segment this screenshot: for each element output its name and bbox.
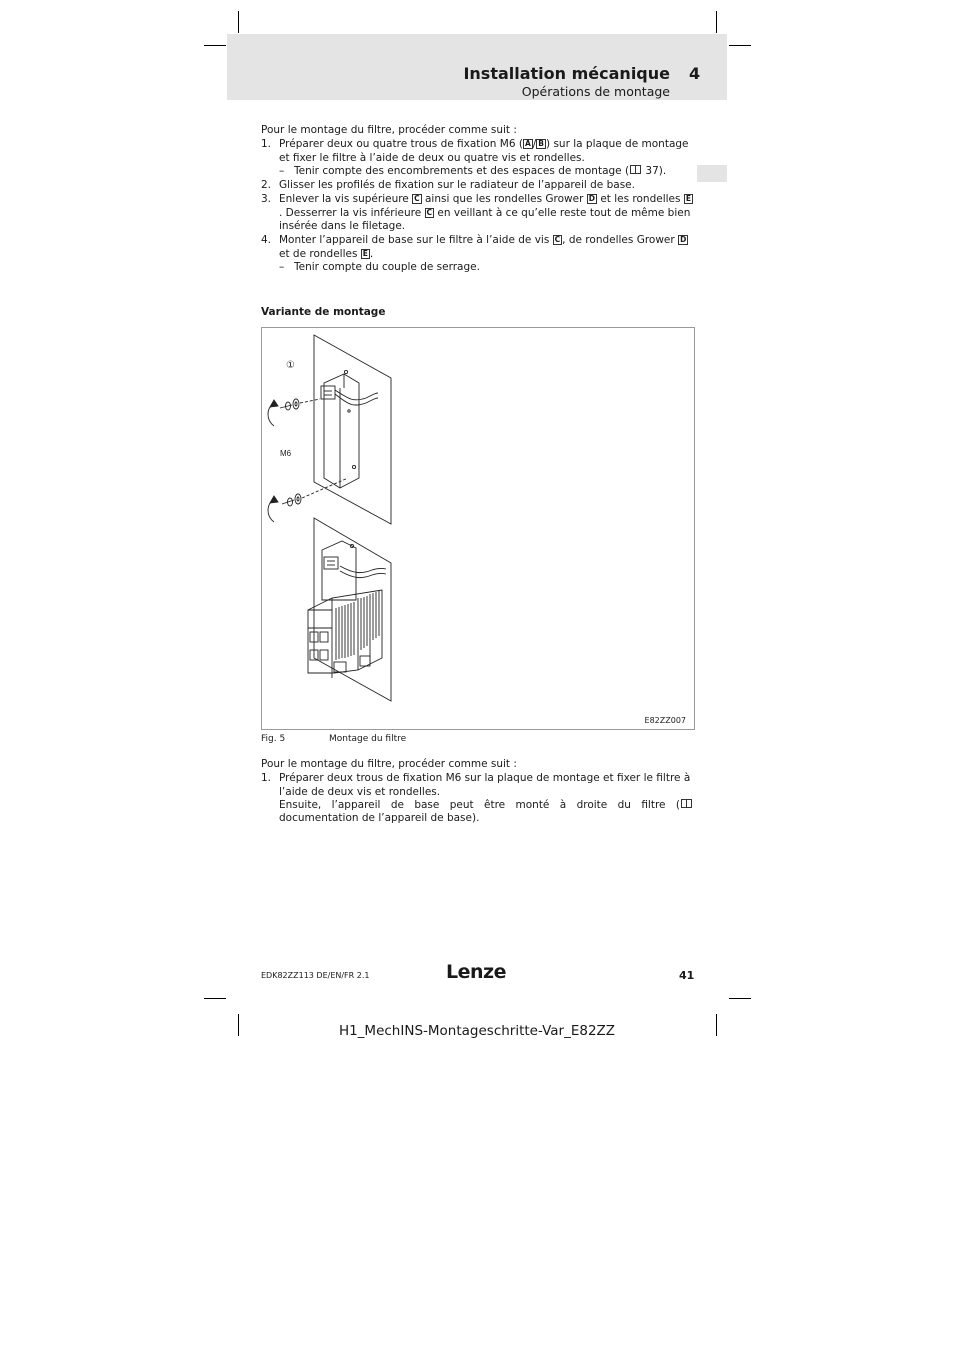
label-m6: M6	[280, 449, 292, 458]
label-e-box: E	[685, 194, 691, 204]
book-icon	[681, 799, 692, 808]
section-title: Opérations de montage	[521, 84, 670, 99]
page-number: 41	[679, 969, 695, 982]
filter-terminal	[324, 557, 338, 569]
step-2: 2. Glisser les profilés de fixation sur le radiateur de l’appareil de base.	[261, 179, 635, 192]
step-3: 3. Enlever la vis supérieure C ainsi que les rondelles Grower D et les rondelles E. Desserrer la vis inférieure C en veillant à ce qu’elle reste tout de même bien insérée dans le filetage.	[261, 193, 691, 233]
crop-mark	[729, 998, 751, 999]
lenze-logo: Lenze	[446, 961, 506, 983]
chapter-side-tab	[697, 165, 727, 182]
document-slug: H1_MechINS-Montageschritte-Var_E82ZZ	[338, 1023, 616, 1039]
variant-heading: Variante de montage	[261, 306, 386, 318]
chapter-title: Installation mécanique	[463, 64, 670, 83]
label-c-box: C	[426, 207, 433, 217]
filter-body-lower	[322, 541, 356, 600]
filter-terminal	[321, 386, 335, 399]
crop-mark	[204, 998, 226, 999]
figure-caption-text: Montage du filtre	[329, 734, 407, 744]
callout-1: ①	[286, 360, 295, 371]
label-d-box: D	[680, 235, 687, 245]
variant-step-1: 1. Préparer deux trous de fixation M6 sur la plaque de montage et fixer le filtre à l’aide de deux vis et rondelles.	[261, 772, 691, 798]
mounting-plate-lower	[314, 518, 391, 701]
crop-mark	[238, 11, 239, 33]
crop-mark	[729, 45, 751, 46]
label-a-box: A	[524, 139, 531, 149]
variant-instructions	[261, 758, 693, 825]
mounting-plate-upper	[314, 335, 391, 524]
crop-mark	[204, 45, 226, 46]
step-4: 4. Monter l’appareil de base sur le filtre à l’aide de vis C , de rondelles Grower D et de rondelles E .	[261, 234, 687, 260]
instructions	[261, 124, 693, 274]
step-4-note: – Tenir compte du couple de serrage.	[279, 260, 480, 273]
step-number: 1.	[261, 138, 272, 151]
figure-mounting-filter	[261, 327, 695, 730]
step-1-note: – Tenir compte des encombrements et des espaces de montage ( 37).	[279, 164, 667, 177]
washer	[295, 494, 301, 504]
footer-doc-code: EDK82ZZ113 DE/EN/FR 2.1	[261, 971, 370, 980]
variant-intro-text: Pour le montage du filtre, procéder comme suit :	[261, 758, 517, 770]
label-e-box: E	[362, 248, 368, 258]
step-1: 1. Préparer deux ou quatre trous de fixation M6 ( A / B ) sur la plaque de montage et fixer le filtre à l’aide de deux ou quatre vis et rondelles.	[261, 138, 689, 164]
label-c-box: C	[554, 235, 561, 245]
label-d-box: D	[588, 194, 595, 204]
figure-code: E82ZZ007	[644, 716, 686, 725]
heatsink-fins	[336, 591, 379, 660]
chapter-number: 4	[689, 64, 701, 83]
variant-step-followup: Ensuite, l’appareil de base peut être monté à droite du filtre ( documentation de l’appareil de base).	[261, 799, 693, 826]
book-icon	[630, 165, 641, 174]
label-b-box: B	[538, 139, 545, 149]
filter-cable	[340, 566, 386, 573]
figure-caption-number: Fig. 5	[261, 734, 286, 744]
washer	[293, 399, 299, 409]
intro-text: Pour le montage du filtre, procéder comme suit :	[261, 124, 517, 136]
label-c-box: C	[414, 194, 420, 204]
mounting-illustration	[262, 328, 694, 729]
crop-mark	[716, 11, 717, 33]
